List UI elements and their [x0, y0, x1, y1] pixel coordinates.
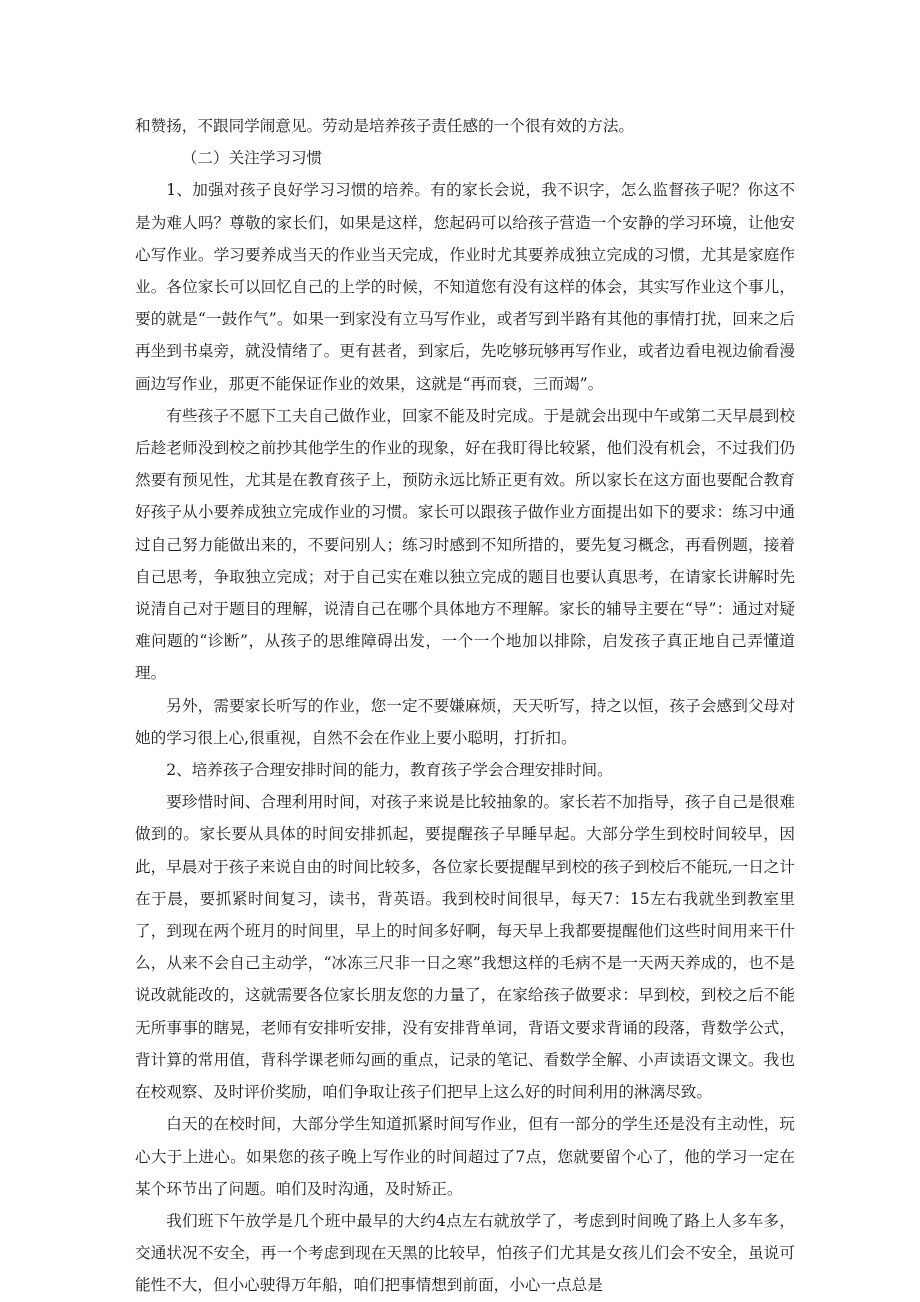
section-heading: （二）关注学习习惯	[181, 149, 323, 168]
paragraph-dismissal: 我们班下午放学是几个班中最早的大约4点左右就放学了，考虑到时间晚了路上人多车多，交通状况不安全，再一个考虑到现在天黑的比较早，怕孩子们尤其是女孩儿们会不安全，虽说可能性不大，但小心驶得万年船，咱们把事情想到前面，小心一点总是	[135, 1211, 795, 1295]
paragraph-independent-homework: 有些孩子不愿下工夫自己做作业，回家不能及时完成。于是就会出现中午或第二天早晨到校后趁老师没到校之前抄其他学生的作业的现象，好在我盯得比较紧，他们没有机会，不过我们仍然要有预见性，尤其是在教育孩子上，预防永远比矫正更有效。所以家长在这方面也要配合教育好孩子从小要养成独立完成作业的习惯。家长可以跟孩子做作业方面提出如下的要求：练习中通过自己努力能做出来的，不要问别人；练习时感到不知所措的，要先复习概念，再看例题，接着自己思考，争取独立完成；对于自己实在难以独立完成的题目也要认真思考，在请家长讲解时先说清自己对于题目的理解，说清自己在哪个具体地方不理解。家长的辅导主要在“导”：通过对疑难问题的“诊断”，从孩子的思维障碍出发，一个一个地加以排除，启发孩子真正地自己弄懂道理。	[135, 406, 795, 683]
paragraph-study-habits: 1、加强对孩子良好学习习惯的培养。有的家长会说，我不识字，怎么监督孩子呢？你这不是为难人吗？尊敬的家长们，如果是这样，您起码可以给孩子营造一个安静的学习环境，让他安心写作业。学习要养成当天的作业当天完成，作业时尤其要养成独立完成的习惯，尤其是家庭作业。各位家长可以回忆自己的上学的时候，不知道您有没有这样的体会，其实写作业这个事儿，要的就是“一鼓作气”。如果一到家没有立马写作业，或者写到半路有其他的事情打扰，回来之后再坐到书桌旁，就没情绪了。更有甚者，到家后，先吃够玩够再写作业，或者边看电视边偷看漫画边写作业，那更不能保证作业的效果，这就是“再而衰，三而竭”。	[135, 181, 795, 393]
paragraph-continuation: 和赞扬，不跟同学闹意见。劳动是培养孩子责任感的一个很有效的方法。	[135, 117, 635, 135]
paragraph-dictation: 另外，需要家长听写的作业，您一定不要嫌麻烦，天天听写，持之以恒，孩子会感到父母对她的学习很上心,很重视，自然不会在作业上要小聪明，打折扣。	[135, 696, 795, 747]
document-page	[135, 110, 795, 1302]
paragraph-morning-time: 要珍惜时间、合理利用时间，对孩子来说是比较抽象的。家长若不加指导，孩子自己是很难做到的。家长要从具体的时间安排抓起，要提醒孩子早睡早起。大部分学生到校时间较早，因此，早晨对于孩子来说自由的时间比较多，各位家长要提醒早到校的孩子到校后不能玩,一日之计在于晨，要抓紧时间复习，读书，背英语。我到校时间很早，每天7：15左右我就坐到教室里了，到现在两个班月的时间里，早上的时间多好啊，每天早上我都要提醒他们这些时间用来干什么，从来不会自己主动学，“冰冻三尺非一日之寒”我想这样的毛病不是一天两天养成的，也不是说改就能改的，这就需要各位家长朋友您的力量了，在家给孩子做要求：早到校，到校之后不能无所事事的瞎晃，老师有安排听安排，没有安排背单词，背语文要求背诵的段落，背数学公式，背计算的常用值，背科学课老师勾画的重点，记录的笔记、看数学全解、小声读语文课文。我也在校观察、及时评价奖励，咱们争取让孩子们把早上这么好的时间利用的淋漓尽致。	[135, 793, 795, 1102]
paragraph-time-management-title: 2、培养孩子合理安排时间的能力，教育孩子学会合理安排时间。	[166, 761, 613, 780]
paragraph-school-time: 白天的在校时间，大部分学生知道抓紧时间写作业，但有一部分的学生还是没有主动性，玩心大于上进心。如果您的孩子晚上写作业的时间超过了7点，您就要留个心了，他的学习一定在某个环节出了问题。咱们及时沟通，及时矫正。	[135, 1115, 795, 1198]
